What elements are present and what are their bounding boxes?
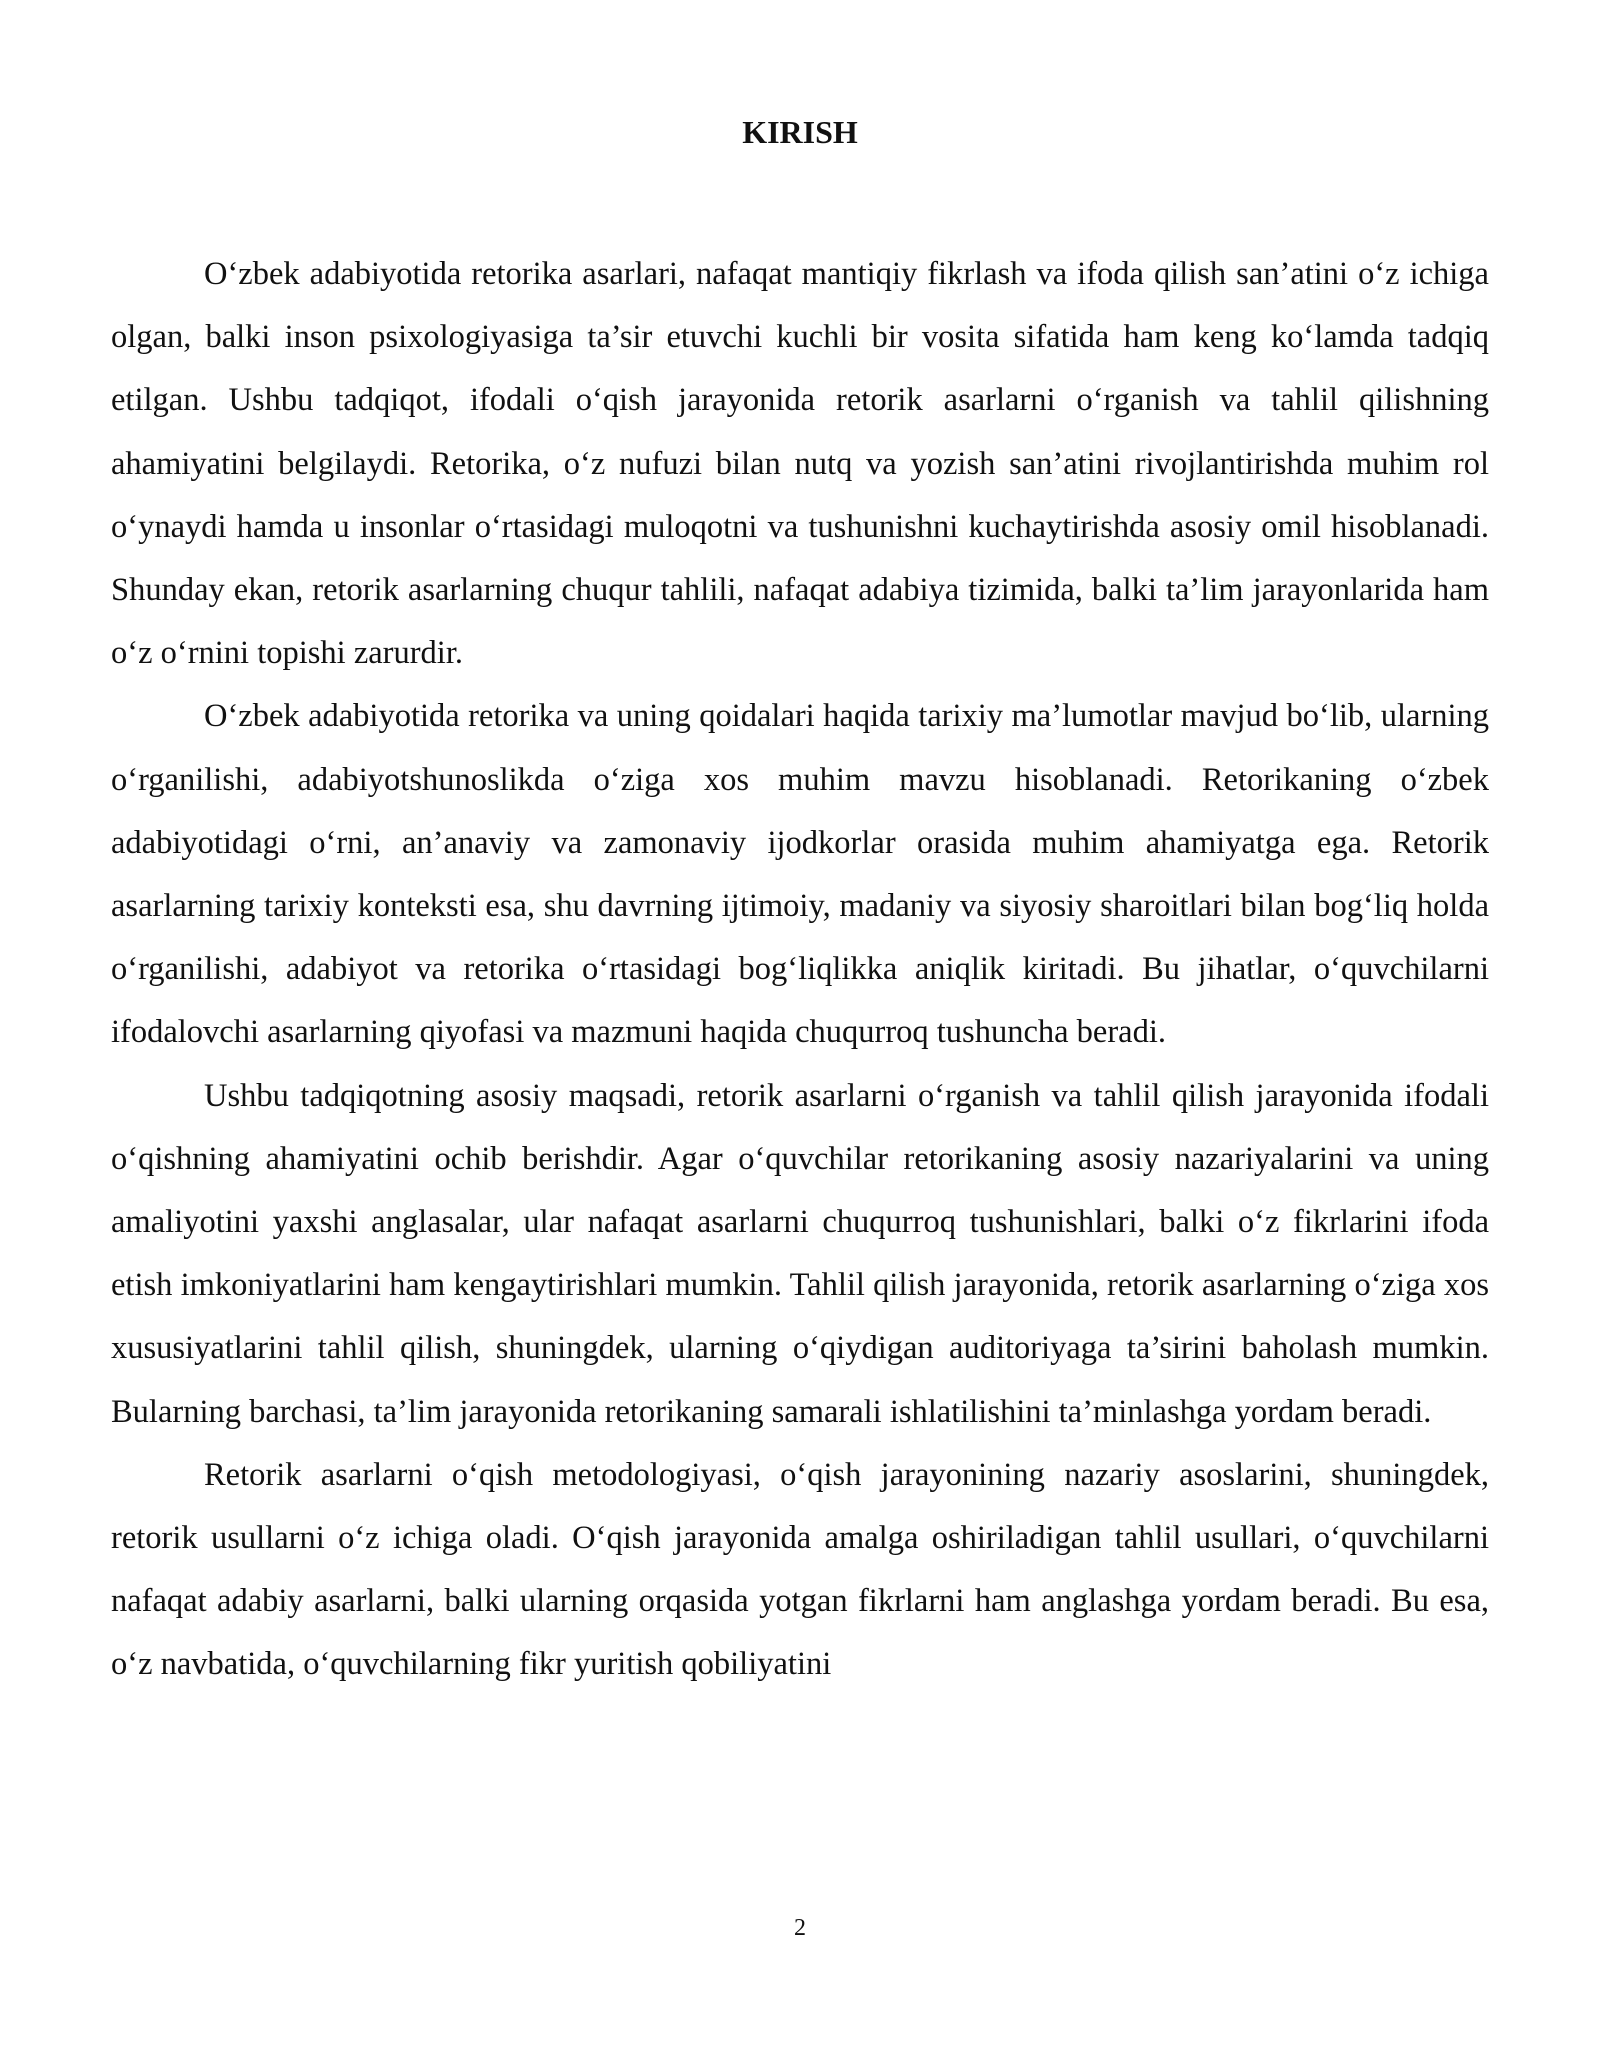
paragraph-3: Ushbu tadqiqotning asosiy maqsadi, retorik asarlarni o‘rganish va tahlil qilish jarayonida ifodali o‘qishning ahamiyatini ochib berishdir. Agar o‘quvchilar retorikaning asosiy nazariyalarini va uning amaliyotini yaxshi anglasalar, ular nafaqat asarlarni chuqurroq tushunishlari, balki o‘z fikrlarini ifoda etish imkoniyatlarini ham kengaytirishlari mumkin. Tahlil qilish jarayonida, retorik asarlarning o‘ziga xos xususiyatlarini tahlil qilish, shuningdek, ularning o‘qiydigan auditoriyaga ta’sirini baholash mumkin. Bularning barchasi, ta’lim jarayonida retorikaning samarali ishlatilishini ta’minlashga yordam beradi. bbox=[111, 1077, 1489, 1430]
body-text bbox=[111, 243, 1489, 1697]
paragraph-4: Retorik asarlarni o‘qish metodologiyasi, o‘qish jarayonining nazariy asoslarini, shuningdek, retorik usullarni o‘z ichiga oladi. O‘qish jarayonida amalga oshiriladigan tahlil usullari, o‘quvchilarni nafaqat adabiy asarlarni, balki ularning orqasida yotgan fikrlarni ham anglashga yordam beradi. Bu esa, o‘z navbatida, o‘quvchilarning fikr yuritish qobiliyatini bbox=[111, 1456, 1489, 1683]
paragraph-1: O‘zbek adabiyotida retorika asarlari, nafaqat mantiqiy fikrlash va ifoda qilish san’atini o‘z ichiga olgan, balki inson psixologiyasiga ta’sir etuvchi kuchli bir vosita sifatida ham keng ko‘lamda tadqiq etilgan. Ushbu tadqiqot, ifodali o‘qish jarayonida retorik asarlarni o‘rganish va tahlil qilishning ahamiyatini belgilaydi. Retorika, o‘z nufuzi bilan nutq va yozish san’atini rivojlantirishda muhim rol o‘ynaydi hamda u insonlar o‘rtasidagi muloqotni va tushunishni kuchaytirishda asosiy omil hisoblanadi. Shunday ekan, retorik asarlarning chuqur tahlili, nafaqat adabiya tizimida, balki ta’lim jarayonlarida ham o‘z o‘rnini topishi zarurdir. bbox=[111, 256, 1489, 672]
paragraph-2: O‘zbek adabiyotida retorika va uning qoidalari haqida tarixiy ma’lumotlar mavjud bo‘lib, ularning o‘rganilishi, adabiyotshunoslikda o‘ziga xos muhim mavzu hisoblanadi. Retorikaning o‘zbek adabiyotidagi o‘rni, an’anaviy va zamonaviy ijodkorlar orasida muhim ahamiyatga ega. Retorik asarlarning tarixiy konteksti esa, shu davrning ijtimoiy, madaniy va siyosiy sharoitlari bilan bog‘liq holda o‘rganilishi, adabiyot va retorika o‘rtasidagi bog‘liqlikka aniqlik kiritadi. Bu jihatlar, o‘quvchilarni ifodalovchi asarlarning qiyofasi va mazmuni haqida chuqurroq tushuncha beradi. bbox=[111, 698, 1489, 1051]
page-number: 2 bbox=[794, 1915, 806, 1941]
page-title: KIRISH bbox=[742, 114, 858, 150]
